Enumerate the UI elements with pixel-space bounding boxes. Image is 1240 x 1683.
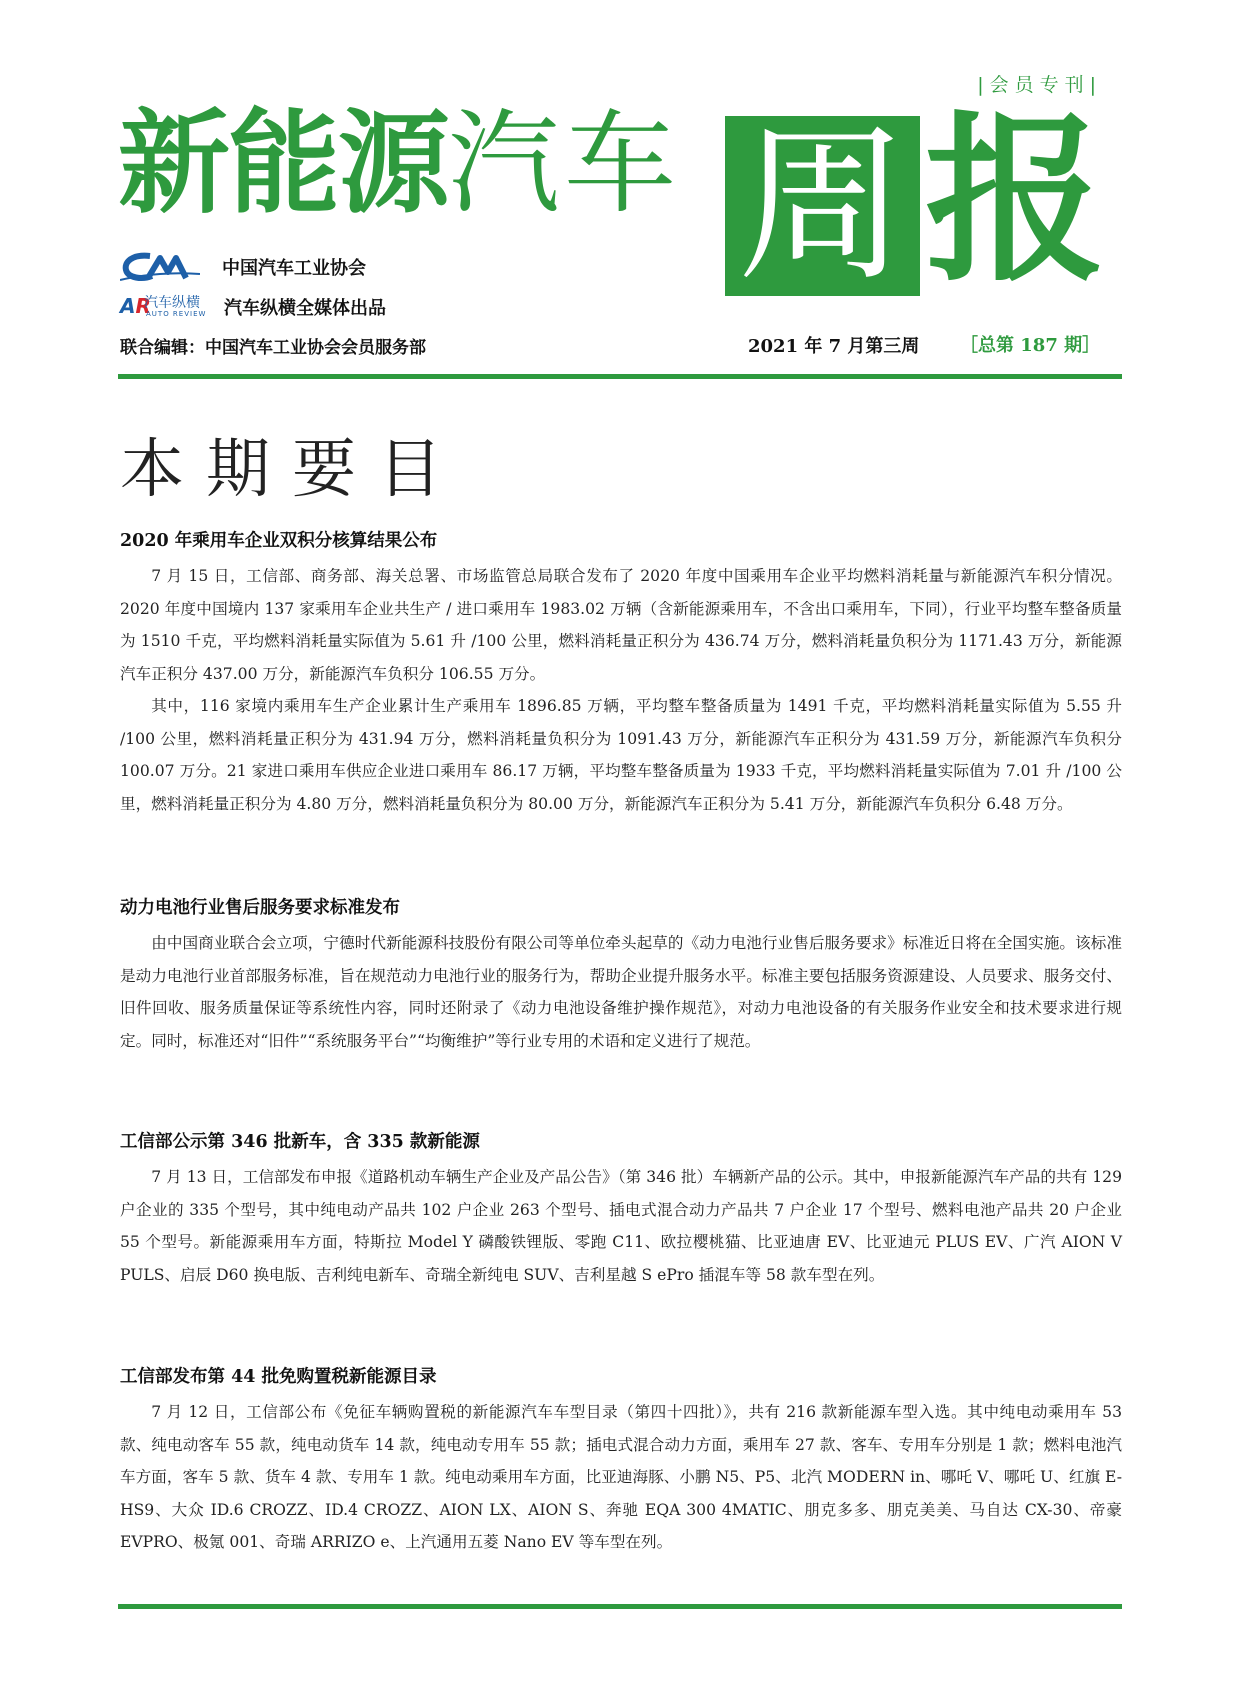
article-paragraph: 由中国商业联合会立项，宁德时代新能源科技股份有限公司等单位牵头起草的《动力电池行业售后服务要求》标准近日将在全国实施。该标准是动力电池行业首部服务标准，旨在规范动力电池行业的服务行为，帮助企业提升服务水平。标准主要包括服务资源建设、人员要求、服务交付、旧件回收、服务质量保证等系统性内容，同时还附录了《动力电池设备维护操作规范》，对动力电池设备的有关服务作业安全和技术要求进行规定。同时，标准还对“旧件”“系统服务平台”“均衡维护”等行业专用的术语和定义进行了规范。 <box>120 934 1122 1050</box>
article-paragraph: 7 月 12 日，工信部公布《免征车辆购置税的新能源汽车车型目录（第四十四批）》，共有 216 款新能源车型入选。其中纯电动乘用车 53 款、纯电动客车 55 款，纯电动货车 14 款，纯电动专用车 55 款；插电式混合动力方面，乘用车 27 款、客车、专用车分别是 1 款；燃料电池汽车方面，客车 5 款、货车 4 款、专用车 1 款。纯电动乘用车方面，比亚迪海豚、小鹏 N5、P5、北汽 MODERN in、哪吒 V、哪吒 U、红旗 E-HS9、大众 ID.6 CROZZ、ID.4 CROZZ、AION LX、AION S、奔驰 EQA 300 4MATIC、朋克多多、朋克美美、马自达 CX-30、帝豪 EVPRO、极氪 001、奇瑞 ARRIZO e、上汽通用五菱 Nano EV 等车型在列。 <box>120 1403 1122 1551</box>
article-tax-exemption-44 <box>120 1362 1122 1559</box>
article-battery-service-standard <box>120 893 1122 1057</box>
article-paragraph: 7 月 15 日，工信部、商务部、海关总署、市场监管总局联合发布了 2020 年度中国乘用车企业平均燃料消耗量与新能源汽车积分情况。2020 年度中国境内 137 家乘用车企业共生产 / 进口乘用车 1983.02 万辆（含新能源乘用车，不含出口乘用车，下同），行业平均整车整备质量为 1510 千克，平均燃料消耗量实际值为 5.61 升 /100 公里，燃料消耗量正积分为 436.74 万分，燃料消耗量负积分为 1171.43 万分，新能源汽车正积分 437.00 万分，新能源汽车负积分 106.55 万分。 <box>120 567 1122 683</box>
auto-review-logo-icon: AR 汽车纵横 AUTO REVIEW <box>120 294 207 318</box>
masthead-title <box>118 99 680 229</box>
header-divider <box>118 374 1122 379</box>
article-title: 2020 年乘用车企业双积分核算结果公布 <box>120 531 438 551</box>
publisher-caam: 中国汽车工业协会 <box>222 258 366 279</box>
masthead-title-thin: 汽车 <box>448 99 680 229</box>
publisher-row-auto-review <box>120 292 386 322</box>
member-edition-tag: |会员专刊| <box>977 74 1102 96</box>
article-title: 工信部发布第 44 批免购置税新能源目录 <box>120 1367 437 1387</box>
issue-number: ［总第 187 期］ <box>960 335 1101 356</box>
masthead-title-bold: 新能源 <box>118 99 448 229</box>
issue-date: 2021 年 7 月第三周 <box>748 336 920 357</box>
weekly-char-2: 报 <box>925 97 1106 306</box>
weekly-char-1: 周 <box>737 107 908 305</box>
article-title: 工信部公示第 346 批新车，含 335 款新能源 <box>120 1132 480 1152</box>
article-batch-346 <box>120 1127 1122 1291</box>
caam-logo-icon <box>120 250 200 284</box>
article-paragraph: 其中，116 家境内乘用车生产企业累计生产乘用车 1896.85 万辆，平均整车整备质量为 1491 千克，平均燃料消耗量实际值为 5.55 升 /100 公里，燃料消耗量正积分为 431.94 万分，燃料消耗量负积分为 1091.43 万分，新能源汽车正积分为 431.59 万分，新能源汽车负积分 100.07 万分。21 家进口乘用车供应企业进口乘用车 86.17 万辆，平均整车整备质量为 1933 千克，平均燃料消耗量实际值为 7.01 升 /100 公里，燃料消耗量正积分为 4.80 万分，燃料消耗量负积分为 80.00 万分，新能源汽车正积分为 5.41 万分，新能源汽车负积分 6.48 万分。 <box>120 697 1122 813</box>
publisher-row-caam <box>120 250 366 284</box>
article-title: 动力电池行业售后服务要求标准发布 <box>120 898 400 918</box>
toc-heading: 本期要目 <box>120 433 464 507</box>
joint-editor: 联合编辑：中国汽车工业协会会员服务部 <box>120 338 426 358</box>
footer-divider <box>118 1604 1122 1609</box>
article-dual-credit <box>120 526 1122 820</box>
publisher-auto-review: 汽车纵横全媒体出品 <box>224 298 386 319</box>
article-paragraph: 7 月 13 日，工信部发布申报《道路机动车辆生产企业及产品公告》（第 346 批）车辆新产品的公示。其中，申报新能源汽车产品的共有 129 户企业的 335 个型号，其中纯电动产品共 102 户企业 263 个型号、插电式混合动力产品共 7 户企业 17 个型号、燃料电池产品共 20 户企业 55 个型号。新能源乘用车方面，特斯拉 Model Y 磷酸铁锂版、零跑 C11、欧拉樱桃猫、比亚迪唐 EV、比亚迪元 PLUS EV、广汽 AION V PULS、启辰 D60 换电版、吉利纯电新车、奇瑞全新纯电 SUV、吉利星越 S ePro 插混车等 58 款车型在列。 <box>120 1168 1122 1284</box>
weekly-box <box>725 107 920 305</box>
